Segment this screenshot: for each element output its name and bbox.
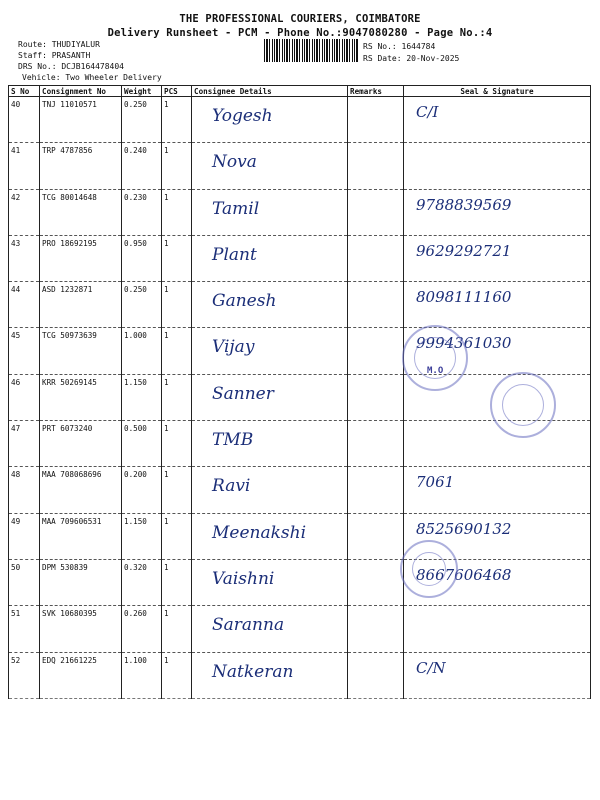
pcs-cell: 1	[162, 374, 192, 420]
consignment-no-cell: TNJ 11010571	[40, 97, 122, 143]
signature-cell	[404, 143, 591, 189]
signature-area	[406, 143, 588, 185]
rs-date-value: 20-Nov-2025	[406, 54, 460, 63]
consignee-area	[194, 421, 345, 463]
consignee-handwriting: Natkeran	[212, 661, 294, 682]
route-label: Route:	[18, 40, 47, 49]
signature-cell	[404, 421, 591, 467]
drs-label: DRS No.:	[18, 62, 57, 71]
consignee-handwriting: Nova	[212, 152, 257, 173]
pcs-cell: 1	[162, 189, 192, 235]
company-title: THE PROFESSIONAL COURIERS, COIMBATORE	[179, 13, 421, 25]
pcs-cell: 1	[162, 282, 192, 328]
partial-seal-stamp	[400, 540, 458, 598]
drs-line	[18, 62, 124, 71]
table-row	[9, 559, 591, 605]
pcs-cell: 1	[162, 559, 192, 605]
signature-area	[406, 421, 588, 463]
table-row	[9, 606, 591, 652]
consignee-cell	[192, 467, 348, 513]
consignee-handwriting: Tamil	[212, 198, 260, 219]
consignee-cell	[192, 97, 348, 143]
consignee-cell	[192, 652, 348, 698]
rs-date-line	[363, 54, 459, 63]
signature-area	[406, 190, 588, 232]
consignment-no-cell: MAA 709606531	[40, 513, 122, 559]
vehicle-value: Two Wheeler Delivery	[65, 73, 162, 82]
pcs-cell: 1	[162, 606, 192, 652]
consignee-area	[194, 560, 345, 602]
col-seal-signature: Seal & Signature	[404, 86, 591, 97]
remarks-cell	[348, 421, 404, 467]
rs-no-line	[363, 42, 435, 51]
col-consignee-details: Consignee Details	[192, 86, 348, 97]
signature-cell	[404, 189, 591, 235]
consignment-no-cell: TCG 80014648	[40, 189, 122, 235]
remarks-cell	[348, 559, 404, 605]
consignee-cell	[192, 143, 348, 189]
barcode	[264, 39, 359, 62]
consignee-cell	[192, 235, 348, 281]
weight-cell: 0.240	[122, 143, 162, 189]
weight-cell: 1.100	[122, 652, 162, 698]
consignment-no-cell: PRT 6073240	[40, 421, 122, 467]
consignment-no-cell: TCG 50973639	[40, 328, 122, 374]
consignee-handwriting: Yogesh	[212, 106, 273, 126]
consignment-no-cell: DPM 530839	[40, 559, 122, 605]
weight-cell: 0.260	[122, 606, 162, 652]
consignee-handwriting: Vijay	[212, 337, 255, 358]
pcs-cell: 1	[162, 467, 192, 513]
sno-cell: 44	[9, 282, 40, 328]
sno-cell: 40	[9, 97, 40, 143]
consignee-area	[194, 143, 345, 185]
consignee-handwriting: Ravi	[212, 476, 251, 497]
weight-cell: 1.150	[122, 374, 162, 420]
sno-cell: 47	[9, 421, 40, 467]
consignment-no-cell: KRR 50269145	[40, 374, 122, 420]
handwritten-signature: 9788839569	[416, 195, 512, 214]
consignee-cell	[192, 559, 348, 605]
consignee-area	[194, 97, 345, 139]
consignee-cell	[192, 328, 348, 374]
consignment-no-cell: EDQ 21661225	[40, 652, 122, 698]
handwritten-signature: C/N	[416, 658, 446, 677]
remarks-cell	[348, 189, 404, 235]
table-row	[9, 467, 591, 513]
signature-area	[406, 653, 588, 695]
consignment-no-cell: SVK 10680395	[40, 606, 122, 652]
consignee-handwriting: Ganesh	[212, 291, 277, 312]
consignment-no-cell: ASD 1232871	[40, 282, 122, 328]
sno-cell: 52	[9, 652, 40, 698]
table-row	[9, 143, 591, 189]
rs-no-value: 1644784	[401, 42, 436, 51]
staff-value: PRASANTH	[51, 51, 91, 60]
consignee-cell	[192, 606, 348, 652]
sno-cell: 48	[9, 467, 40, 513]
consignment-no-cell: PRO 18692195	[40, 235, 122, 281]
consignee-area	[194, 375, 345, 417]
consignee-area	[194, 190, 345, 232]
pcs-cell: 1	[162, 513, 192, 559]
handwritten-signature: 9629292721	[416, 241, 512, 260]
signature-area	[406, 282, 588, 324]
delivery-seal-stamp	[402, 325, 468, 391]
weight-cell: 0.200	[122, 467, 162, 513]
weight-cell: 0.950	[122, 235, 162, 281]
consignee-area	[194, 606, 345, 648]
remarks-cell	[348, 143, 404, 189]
vehicle-line	[22, 73, 162, 82]
consignee-cell	[192, 421, 348, 467]
weight-cell: 1.150	[122, 513, 162, 559]
sno-cell: 46	[9, 374, 40, 420]
staff-line	[18, 51, 90, 60]
weight-cell: 0.230	[122, 189, 162, 235]
table-row	[9, 652, 591, 698]
remarks-cell	[348, 513, 404, 559]
route-value: THUDIYALUR	[51, 40, 100, 49]
handwritten-signature: 8667606468	[416, 565, 512, 584]
table-row	[9, 328, 591, 374]
remarks-cell	[348, 467, 404, 513]
consignee-area	[194, 328, 345, 370]
sno-cell: 45	[9, 328, 40, 374]
rs-no-label: RS No.:	[363, 42, 397, 51]
remarks-cell	[348, 97, 404, 143]
sno-cell: 41	[9, 143, 40, 189]
company-seal-stamp	[490, 372, 556, 438]
sno-cell: 43	[9, 235, 40, 281]
col-pcs: PCS	[162, 86, 192, 97]
remarks-cell	[348, 328, 404, 374]
weight-cell: 0.500	[122, 421, 162, 467]
sno-cell: 49	[9, 513, 40, 559]
remarks-cell	[348, 652, 404, 698]
weight-cell: 0.250	[122, 97, 162, 143]
consignment-no-cell: MAA 708068696	[40, 467, 122, 513]
consignee-handwriting: Vaishni	[212, 568, 275, 589]
pcs-cell: 1	[162, 421, 192, 467]
signature-cell	[404, 652, 591, 698]
consignee-cell	[192, 374, 348, 420]
signature-area	[406, 236, 588, 278]
signature-cell	[404, 235, 591, 281]
remarks-cell	[348, 235, 404, 281]
col-sno: S No	[9, 86, 40, 97]
table-row	[9, 97, 591, 143]
seal-text: M.O	[427, 366, 444, 376]
pcs-cell: 1	[162, 328, 192, 374]
table-row	[9, 282, 591, 328]
consignee-handwriting: Sanner	[212, 383, 274, 404]
weight-cell: 0.250	[122, 282, 162, 328]
signature-cell	[404, 606, 591, 652]
pcs-cell: 1	[162, 143, 192, 189]
sno-cell: 42	[9, 189, 40, 235]
sno-cell: 50	[9, 559, 40, 605]
route-line	[18, 40, 100, 49]
table-header-row	[9, 86, 591, 97]
consignee-handwriting: Plant	[212, 244, 257, 265]
table-row	[9, 189, 591, 235]
consignee-area	[194, 282, 345, 324]
consignee-area	[194, 467, 345, 509]
vehicle-label: Vehicle:	[22, 73, 61, 82]
pcs-cell: 1	[162, 652, 192, 698]
runsheet-subtitle: Delivery Runsheet - PCM - Phone No.:9047080280 - Page No.:4	[107, 27, 493, 39]
consignee-handwriting: Meenakshi	[212, 522, 307, 543]
signature-cell	[404, 467, 591, 513]
consignee-handwriting: TMB	[212, 430, 254, 451]
weight-cell: 1.000	[122, 328, 162, 374]
handwritten-signature: 8525690132	[416, 519, 512, 538]
pcs-cell: 1	[162, 235, 192, 281]
handwritten-signature: 9994361030	[416, 334, 512, 353]
sno-cell: 51	[9, 606, 40, 652]
col-remarks: Remarks	[348, 86, 404, 97]
remarks-cell	[348, 282, 404, 328]
staff-label: Staff:	[18, 51, 47, 60]
consignee-cell	[192, 513, 348, 559]
consignee-handwriting: Saranna	[212, 615, 285, 636]
signature-area	[406, 97, 588, 139]
consignee-cell	[192, 282, 348, 328]
signature-area	[406, 606, 588, 648]
remarks-cell	[348, 374, 404, 420]
consignee-area	[194, 514, 345, 556]
signature-cell	[404, 97, 591, 143]
handwritten-signature: C/I	[416, 103, 439, 121]
consignment-no-cell: TRP 4787856	[40, 143, 122, 189]
consignee-area	[194, 236, 345, 278]
drs-value: DCJB164478404	[61, 62, 124, 71]
weight-cell: 0.320	[122, 559, 162, 605]
consignee-cell	[192, 189, 348, 235]
handwritten-signature: 8098111160	[416, 288, 512, 307]
table-row	[9, 513, 591, 559]
col-consignment-no: Consignment No	[40, 86, 122, 97]
handwritten-signature: 7061	[416, 473, 455, 492]
table-row	[9, 235, 591, 281]
pcs-cell: 1	[162, 97, 192, 143]
signature-cell	[404, 282, 591, 328]
consignee-area	[194, 653, 345, 695]
signature-area	[406, 467, 588, 509]
col-weight: Weight	[122, 86, 162, 97]
remarks-cell	[348, 606, 404, 652]
rs-date-label: RS Date:	[363, 54, 402, 63]
